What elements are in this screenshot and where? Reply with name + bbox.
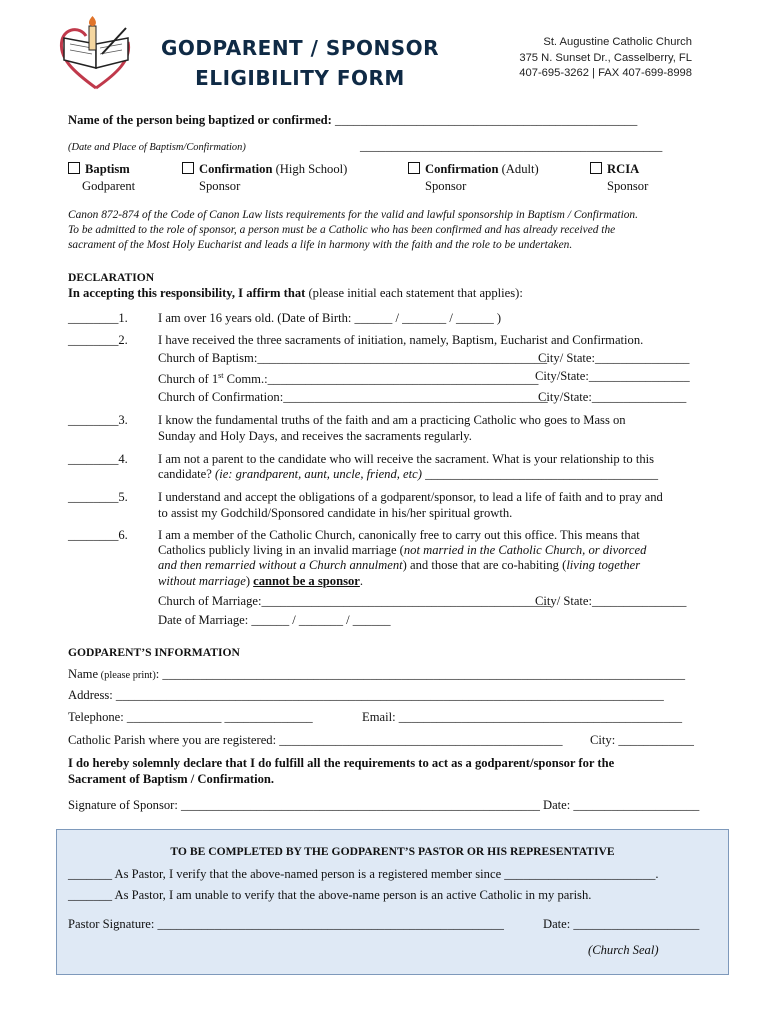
statement-3-line1: I know the fundamental truths of the faith and am a practicing Catholic who goes to Mass on bbox=[158, 413, 626, 427]
person-name-field[interactable]: ________________________________________________ bbox=[335, 113, 638, 127]
checkbox-icon[interactable] bbox=[408, 162, 420, 174]
communion-city-state-field[interactable]: City/State:________________ bbox=[535, 369, 690, 383]
relationship-field[interactable]: _____________________________________ bbox=[421, 467, 659, 481]
godparent-address-field[interactable]: Address: _______________________________________________________________________________________ bbox=[68, 688, 664, 702]
church-address: 375 N. Sunset Dr., Casselberry, FL bbox=[519, 52, 692, 64]
option-title: RCIA bbox=[607, 162, 640, 176]
church-phone: 407-695-3262 | FAX 407-699-8998 bbox=[519, 67, 692, 79]
canon-text-3: sacrament of the Most Holy Eucharist and leads a life in harmony with the faith and the role to be undertaken. bbox=[68, 239, 573, 251]
sponsor-signature-field[interactable]: Signature of Sponsor: _________________________________________________________ bbox=[68, 798, 540, 812]
godparent-info-heading: GODPARENT’S INFORMATION bbox=[68, 646, 240, 659]
pastor-unable-row[interactable]: _______ As Pastor, I am unable to verify that the above-name person is an active Catholic in my parish. bbox=[68, 888, 592, 902]
church-of-marriage-field[interactable]: Church of Marriage:______________________________________________ bbox=[158, 594, 552, 608]
initial-field-5[interactable]: ________5. bbox=[68, 490, 128, 504]
first-comm-sup: st bbox=[218, 371, 224, 380]
s6-text: . bbox=[359, 574, 364, 588]
confirmation-city-state-field[interactable]: City/State:_______________ bbox=[538, 390, 687, 404]
marriage-city-state-field[interactable]: City/ State:_______________ bbox=[535, 594, 687, 608]
s6-italic: and then remarried without a Church annulment bbox=[158, 558, 403, 572]
date-place-label: (Date and Place of Baptism/Confirmation) bbox=[68, 142, 246, 153]
declaration-heading: DECLARATION bbox=[68, 271, 155, 284]
pastor-verify-row[interactable]: _______ As Pastor, I verify that the above-named person is a registered member since ________________________. bbox=[68, 867, 659, 881]
first-comm-label: Church of 1 bbox=[158, 372, 219, 387]
pastor-section-heading: TO BE COMPLETED BY THE GODPARENT’S PASTOR OR HIS REPRESENTATIVE bbox=[170, 845, 615, 858]
option-baptism[interactable] bbox=[68, 161, 130, 177]
solemn-declaration-line2: Sacrament of Baptism / Confirmation. bbox=[68, 772, 275, 786]
statement-6-line4 bbox=[158, 573, 363, 589]
person-name-row bbox=[68, 112, 637, 128]
s6-italic: living together bbox=[566, 558, 641, 572]
church-name: St. Augustine Catholic Church bbox=[543, 36, 692, 48]
declaration-intro-rest: (please initial each statement that applies): bbox=[305, 286, 523, 300]
option-title: Confirmation bbox=[199, 162, 273, 176]
statement-6-line3 bbox=[158, 557, 640, 573]
candidate-label: candidate? bbox=[158, 467, 215, 481]
church-of-first-communion-field[interactable] bbox=[158, 368, 538, 387]
initial-field-3[interactable]: ________3. bbox=[68, 413, 128, 427]
baptism-city-state-field[interactable]: City/ State:_______________ bbox=[538, 351, 690, 365]
name-label: Name bbox=[68, 667, 99, 681]
godparent-name-row bbox=[68, 666, 685, 684]
checkbox-icon[interactable] bbox=[68, 162, 80, 174]
godparent-parish-city-field[interactable]: City: ____________ bbox=[590, 733, 694, 747]
statement-4-line2 bbox=[158, 466, 658, 482]
declaration-intro bbox=[68, 285, 523, 301]
statement-6-line1: I am a member of the Catholic Church, canonically free to carry out this office. This means that bbox=[158, 528, 640, 542]
date-of-marriage-field[interactable]: Date of Marriage: ______ / _______ / ______ bbox=[158, 613, 391, 627]
declaration-intro-bold: In accepting this responsibility, I affirm that bbox=[68, 286, 306, 300]
s6-text: ) and those that are co-habiting ( bbox=[402, 558, 567, 572]
option-confirmation-adult[interactable] bbox=[408, 161, 539, 177]
heart-book-candle-logo bbox=[56, 14, 136, 94]
option-confirmation-hs[interactable] bbox=[182, 161, 347, 177]
statement-6-line2 bbox=[158, 542, 646, 558]
sponsor-date-field[interactable]: Date: ____________________ bbox=[543, 798, 700, 812]
form-title-line1: GODPARENT / SPONSOR bbox=[160, 36, 440, 60]
solemn-declaration-line1: I do hereby solemnly declare that I do fulfill all the requirements to act as a godparent/sponsor for the bbox=[68, 756, 615, 770]
checkbox-icon[interactable] bbox=[182, 162, 194, 174]
option-qualifier: (Adult) bbox=[498, 162, 539, 176]
checkbox-icon[interactable] bbox=[590, 162, 602, 174]
option-title: Confirmation bbox=[425, 162, 499, 176]
statement-4-line1: I am not a parent to the candidate who will receive the sacrament. What is your relationship to this bbox=[158, 452, 655, 466]
option-title: Baptism bbox=[85, 162, 130, 176]
statement-1: I am over 16 years old. (Date of Birth: ______ / _______ / ______ ) bbox=[158, 311, 502, 325]
option-rcia[interactable] bbox=[590, 161, 639, 177]
statement-2: I have received the three sacraments of initiation, namely, Baptism, Eucharist and Confirmation. bbox=[158, 333, 644, 347]
pastor-signature-field[interactable]: Pastor Signature: _______________________________________________________ bbox=[68, 917, 504, 931]
option-role: Sponsor bbox=[425, 179, 467, 193]
church-seal-label: (Church Seal) bbox=[588, 943, 659, 957]
canon-text-2: To be admitted to the role of sponsor, a person must be a Catholic who has been confirmed and has already received the bbox=[68, 224, 616, 236]
godparent-email-field[interactable]: Email: _____________________________________________ bbox=[362, 710, 683, 724]
godparent-parish-field[interactable]: Catholic Parish where you are registered: _____________________________________________ bbox=[68, 733, 563, 747]
s6-italic: not married in the Catholic Church, or divorced bbox=[403, 543, 647, 557]
option-role: Sponsor bbox=[199, 179, 241, 193]
person-name-label: Name of the person being baptized or confirmed: bbox=[68, 113, 336, 127]
relationship-hint: (ie: grandparent, aunt, uncle, friend, etc) bbox=[215, 467, 422, 481]
godparent-name-field[interactable]: : ___________________________________________________________________________________ bbox=[155, 667, 686, 681]
cannot-be-sponsor: cannot be a sponsor bbox=[253, 574, 360, 588]
form-title-line2: ELIGIBILITY FORM bbox=[195, 66, 405, 90]
date-place-field[interactable]: ________________________________________________ bbox=[360, 139, 663, 153]
s6-text: Catholics publicly living in an invalid marriage ( bbox=[158, 543, 404, 557]
option-role: Sponsor bbox=[607, 179, 649, 193]
first-comm-line: Comm.:___________________________________________ bbox=[223, 372, 539, 387]
statement-5-line2: to assist my Godchild/Sponsored candidate in his/her spiritual growth. bbox=[158, 506, 513, 520]
initial-field-2[interactable]: ________2. bbox=[68, 333, 128, 347]
option-role: Godparent bbox=[82, 179, 136, 193]
statement-3-line2: Sunday and Holy Days, and receives the sacraments regularly. bbox=[158, 429, 472, 443]
canon-text-1: Canon 872-874 of the Code of Canon Law lists requirements for the valid and lawful sponsorship in Baptism / Confirmation. bbox=[68, 209, 638, 221]
s6-text: ) bbox=[245, 574, 254, 588]
godparent-telephone-field[interactable]: Telephone: _______________ ______________ bbox=[68, 710, 313, 724]
church-of-baptism-field[interactable]: Church of Baptism:______________________________________________ bbox=[158, 351, 547, 365]
initial-field-4[interactable]: ________4. bbox=[68, 452, 128, 466]
pastor-date-field[interactable]: Date: ____________________ bbox=[543, 917, 700, 931]
initial-field-1[interactable]: ________1. bbox=[68, 311, 128, 325]
s6-italic: without marriage bbox=[158, 574, 246, 588]
church-of-confirmation-field[interactable]: Church of Confirmation:__________________________________________ bbox=[158, 390, 548, 404]
statement-5-line1: I understand and accept the obligations of a godparent/sponsor, to lead a life of faith and to pray and bbox=[158, 490, 663, 504]
initial-field-6[interactable]: ________6. bbox=[68, 528, 128, 542]
name-hint: (please print) bbox=[98, 670, 156, 681]
option-qualifier: (High School) bbox=[272, 162, 348, 176]
